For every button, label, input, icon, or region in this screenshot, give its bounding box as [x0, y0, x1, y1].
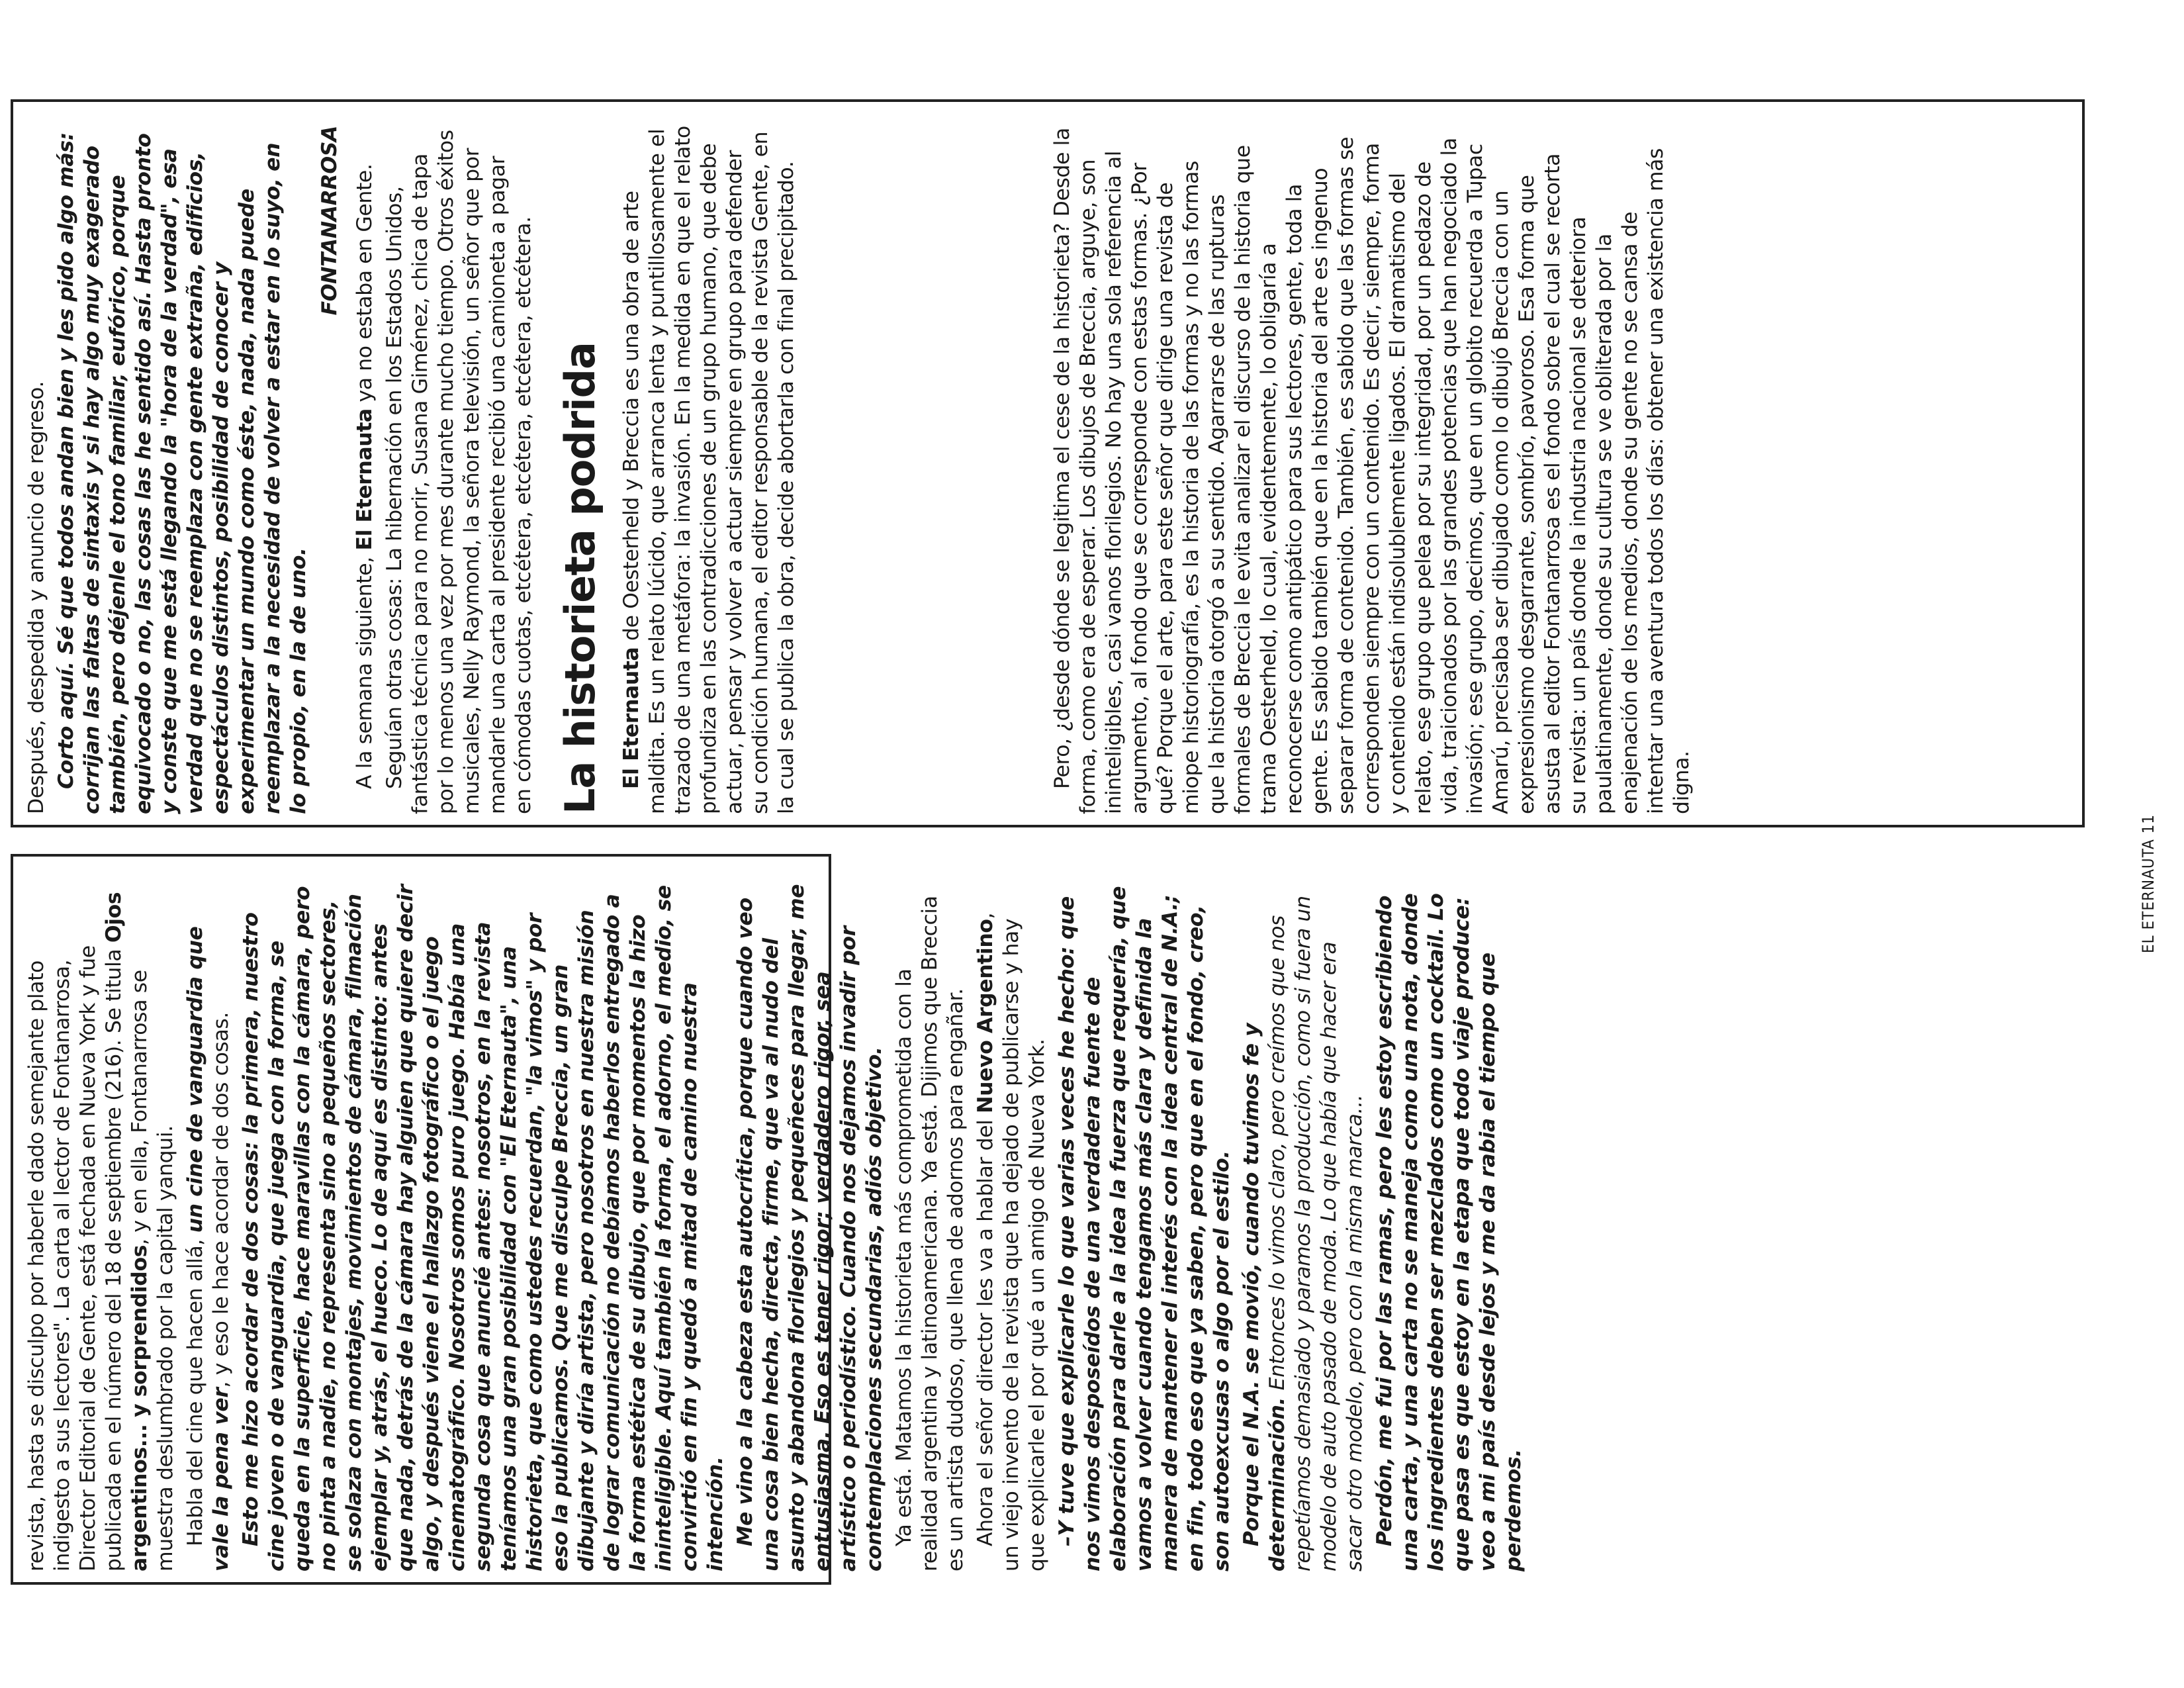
left-article-column [24, 867, 1525, 1571]
paragraph [891, 883, 969, 1571]
text-run: ya no estaba en Gente. [353, 164, 377, 409]
text-run: , un viejo invento de la revista que ha dejado de publicarse y hay que explicarle el por qué a un amigo de Nueva York. [974, 912, 1049, 1571]
paragraph [973, 883, 1050, 1571]
text-run: Porque el N.A. se movió, cuando tuvimos fe y determinación. [1240, 1023, 1289, 1571]
text-run: Habla del cine que hacen allá, [183, 1233, 207, 1546]
text-run: El Eternauta [353, 408, 377, 551]
paragraph [382, 126, 537, 814]
text-run: Después, despedida y anuncio de regreso. [24, 381, 48, 814]
text-run: El Eternauta [619, 647, 643, 789]
text-run: revista, hasta se disculpo por haberle dado semejante plato indigesto a sus lectores". La carta al lector de Fontanarrosa, Director Editorial de Gente, está fechada en Nueva York y fue publicada en el número del 18 de septiembre (216). Se titula [24, 943, 126, 1571]
signature: FONTANARROSA [318, 126, 341, 316]
text-run: –Y tuve que explicarle lo que varias veces he hecho: que nos vimos desposeídos de una verdadera fuente de elaboración para darle a la idea la fuerza que requería, que vamos a volver cuando tengamos más clara y definida la manera de mantener el interés con la idea central de N.A.; en fin, todo eso que ya saben, pero que en el fondo, creo, son autoexcusas o algo por el estilo. [1055, 886, 1234, 1571]
paragraph [183, 883, 234, 1571]
text-run: , y eso le hace acordar de dos cosas. [209, 1012, 233, 1388]
page-footer: EL ETERNAUTA 11 [2139, 814, 2158, 953]
text-run: Ahora el señor director les va a hablar del [974, 1113, 997, 1546]
paragraph [352, 126, 378, 814]
quote-paragraph [238, 883, 729, 1571]
text-run: Seguían otras cosas: La hibernación en los Estados Unidos, fantástica técnica para no morir, Susana Giménez, chica de tapa por lo menos una vez por mes durante mucho tiempo. Otros éxitos musicales, Nelly Raymond, la señora televisión, un señor que por mandarle una carta al presidente recibió una camioneta a pagar en cómodas cuotas, etcétera, etcétera, etcétera, etcétera. [383, 130, 535, 814]
right-article-column [24, 113, 2069, 814]
quote-paragraph [54, 126, 312, 814]
text-run: Perdón, me fui por las ramas, pero les estoy escribiendo una carta, y una carta no se maneja como una nota, donde los ingredientes deben ser mezclados como un cocktail. Lo que pasa es que estoy en la etapa que todo viaje produce: veo a mi país desde lejos y me da rabia el tiempo que perdemos. [1373, 893, 1525, 1571]
text-run: Pero, ¿desde dónde se legitima el cese de la historieta? Desde la forma, como era de esperar. Los dibujos de Breccia, arguye, son ininteligibles, casi vanos florilegios. No hay una sola referencia al argumento, al fondo que se corresponde con estas formas. ¿Por qué? Porque el arte, para este señor que dirige una revista de miope historiografía, es la historia de las formas y no las formas que la historia otorgó a su sentido. Agarrarse de las rupturas formales de Breccia le evita analizar el discurso de la historia que trama Oesterheld, lo cual, evidentemente, lo obligaría a reconocerse como antipático para sus lectores, gente, toda la gente. Es sabido también que en la historia del arte es ingenuo separar forma de contenido. También, es sabido que las formas se corresponden siempre con un contenido. Es decir, siempre, forma y contenido están indisolublemente ligados. El dramatismo del relato, ese grupo que pelea por su integridad, por un pedazo de vida, traicionados por las grandes potencias que han negociado la invasión; ese grupo, decimos, que en un globito recuerda a Tupac Amarú, precisaba ser dibujado como lo dibujó Breccia con un expresionismo desgarrante, sombrío, pavoroso. Esa forma que asusta al editor Fontanarrosa es el fondo sobre el cual se recorta su revista: un país donde la industria nacional se deteriora paulatinamente, donde su cultura se ve obliterada por la enajenación de los medios, donde su gente no se cansa de intentar una aventura todos los días: obtener una existencia más digna. [1050, 128, 1694, 814]
text-run: de Oesterheld y Breccia es una obra de arte maldita. Es un relato lúcido, que arranca lenta y puntillosamente el trazado de una metáfora: la invasión. En la medida en que el relato profundiza en las contradicciones de un grupo humano, que debe actuar, pensar y volver a actuar siempre en grupo para defender su condición humana, el editor responsable de la revista Gente, en la cual se publica la obra, decide abortarla con final precipitado. [619, 126, 798, 814]
text-run: un cine de vanguardia que vale la pena ver [183, 926, 233, 1571]
paragraph [24, 126, 50, 814]
paragraph [1050, 126, 1695, 814]
quote-paragraph [1054, 883, 1235, 1571]
paragraph [24, 883, 179, 1571]
text-run: , y en ella, Fontanarrosa se muestra deslumbrado por la capital yanqui. [128, 970, 177, 1571]
text-run: Entonces lo vimos claro, pero creímos que nos repetíamos demasiado y paramos la producción, como si fuera un modelo de auto pasado de moda. Lo que había que hacer era sacar otro modelo, pero con la misma marca... [1265, 896, 1367, 1571]
text-run: Ojos argentinos... y sorprendidos [102, 892, 152, 1571]
text-run: Me vino a la cabeza esta autocrítica, porque cuando veo una cosa bien hecha, directa, firme, que va al nudo del asunto y abandona florilegios y pequeñeces para llegar, me entusiasma. Eso es tener rigor; verdadero rigor, sea artístico o periodístico. Cuando nos dejamos invadir por contemplaciones secundarias, adiós objetivo. [733, 884, 886, 1571]
text-run: A la semana siguiente, [353, 550, 377, 789]
text-run: Corto aquí. Sé que todos andan bien y les pido algo más: corrijan las faltas de sintaxis y si hay algo muy exagerado también, pero déjenle el tono familiar, eufórico, porque equivocado o no, las cosas las he sentido así. Hasta pronto y conste que me está llegando la "hora de la verdad", esa verdad que no se reemplaza con gente extraña, edificios, espectáculos distintos, posibilidad de conocer y experimentar un mundo como éste, nada, nada puede reemplazar a la necesidad de volver a estar en lo suyo, en lo propio, en la de uno. [54, 132, 310, 814]
quote-paragraph [1239, 883, 1368, 1571]
text-run: Ya está. Matamos la historieta más comprometida con la realidad argentina y latinoamericana. Ya está. Dijimos que Breccia es un artista dudoso, que llena de adornos para engañar. [892, 896, 968, 1571]
quote-paragraph [733, 883, 887, 1571]
text-run: Nuevo Argentino [974, 919, 997, 1113]
quote-paragraph [1372, 883, 1527, 1571]
paragraph [619, 126, 799, 814]
text-run: Esto me hizo acordar de dos cosas: la primera, nuestro cine joven o de vanguardia, que juega con la forma, se queda en la superficie, hace maravillas con la cámara, pero no pinta a nadie, no representa sino a pequeños sectores, se solaza con montajes, movimientos de cámara, filmación ejemplar y, atrás, el hueco. Lo de aquí es distinto: antes que nada, detrás de la cámara hay alguien que quiere decir algo, y después viene el hallazgo fotográfico o el juego cinematográfico. Nosotros somos puro juego. Había una segunda cosa que anuncié antes: nosotros, en la revista teníamos una gran posibilidad con "El Eternauta", una historieta, que como ustedes recuerdan, "la vimos" y por eso la publicamos. Que me disculpe Breccia, un gran dibujante y diría artista, pero nosotros en nuestra misión de lograr comunicación no debíamos haberlos entregado a la forma estética de su dibujo, que por momentos la hizo ininteligible. Aquí también la forma, el adorno, el medio, se convirtió en fin y quedó a mitad de camino nuestra intención. [239, 884, 727, 1571]
section-heading: La historieta podrida [556, 342, 604, 814]
